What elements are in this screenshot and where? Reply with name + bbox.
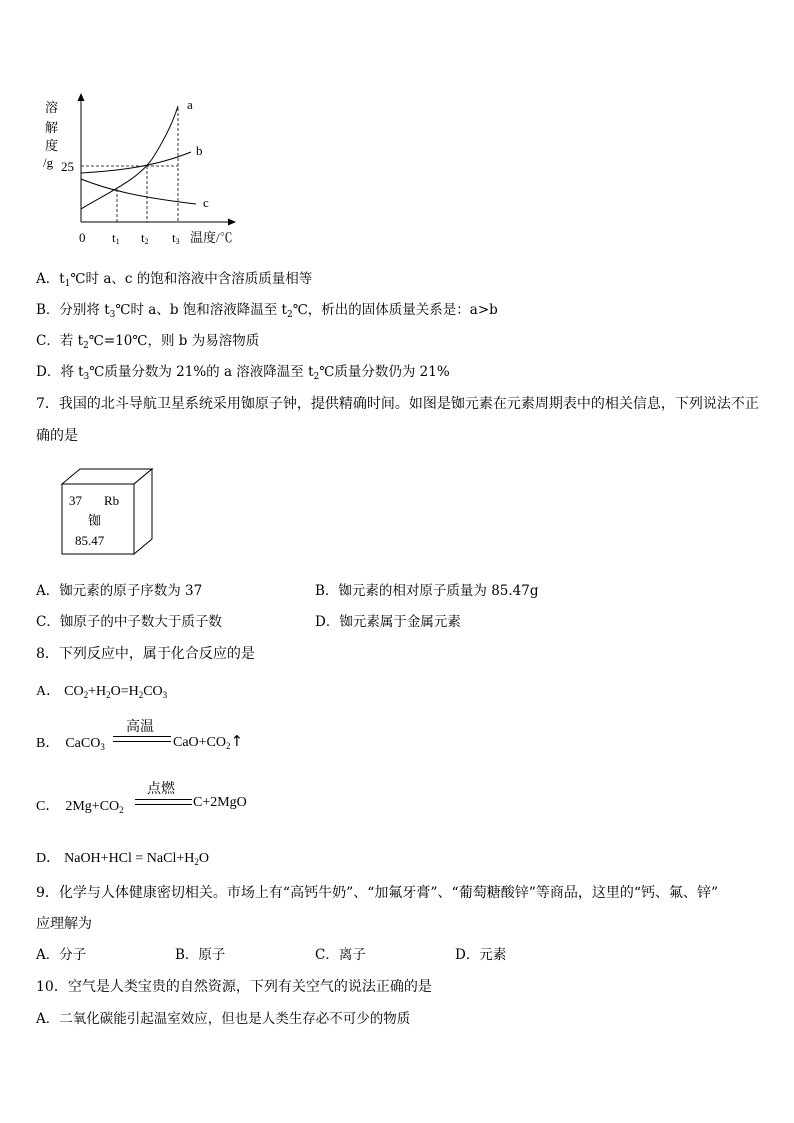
- q8-option-a: A． $CO_2+H_2O=H_2CO_3$: [36, 684, 168, 700]
- q10-stem: 10．空气是人类宝贵的自然资源，下列有关空气的说法正确的是: [36, 979, 432, 995]
- graph-ylabel-2: 解: [45, 120, 59, 135]
- curve-label-b: b: [196, 143, 203, 158]
- element-mass: 85.47: [75, 533, 105, 548]
- curve-label-c: c: [203, 195, 209, 210]
- x-tick-t3: t3: [172, 230, 180, 246]
- q6-option-a: A．$t_1℃$时 a、c 的饱和溶液中含溶质质量相等: [36, 271, 313, 289]
- q8-b-products: $CaO+CO_2↑$: [173, 732, 244, 751]
- solubility-graph: [36, 90, 251, 250]
- y-axis-arrow: [78, 93, 85, 101]
- q7-option-c: C．铷原子的中子数大于质子数: [36, 614, 222, 630]
- cube-side: [134, 469, 152, 554]
- x-axis-label: 温度/℃: [190, 230, 233, 245]
- graph-ylabel-3: 度: [45, 138, 59, 153]
- q8-b-condition: 高温: [126, 719, 154, 735]
- q8-option-c: C． $2Mg+CO_2$: [36, 799, 124, 815]
- q8-option-d: D． NaOH+HCl = $NaCl+H_2O$: [36, 851, 209, 867]
- q9-stem-line1: 9．化学与人体健康密切相关。市场上有“高钙牛奶”、“加氟牙膏”、“葡萄糖酸锌”等商品，这里的“钙、氟、锌”: [36, 885, 719, 901]
- curve-c: [81, 179, 196, 204]
- graph-ylabel-1: 溶: [45, 100, 59, 115]
- q8-c-equal-sign: [135, 799, 192, 805]
- element-cube: [60, 467, 156, 557]
- element-symbol: Rb: [104, 493, 120, 508]
- q9-stem-line2: 应理解为: [36, 916, 92, 932]
- graph-ylabel-4: /g: [43, 155, 54, 170]
- q10-option-a: A．二氧化碳能引起温室效应，但也是人类生存必不可少的物质: [36, 1011, 411, 1027]
- q7-stem-line1: 7．我国的北斗导航卫星系统采用铷原子钟，提供精确时间。如图是铷元素在元素周期表中的相关信息，下列说法不正: [36, 396, 759, 412]
- x-tick-t2: t2: [141, 230, 149, 246]
- x-tick-t1: t1: [112, 230, 120, 246]
- origin-label: 0: [79, 230, 86, 245]
- q8-c-products: C+2MgO: [193, 795, 247, 810]
- q9-option-d: D．元素: [455, 947, 507, 963]
- q8-b-equal-sign: [113, 736, 171, 742]
- q8-c-condition: 点燃: [147, 781, 175, 797]
- q6-option-c: C．若 $t_2℃=10℃$，则 b 为易溶物质: [36, 333, 260, 351]
- curve-label-a: a: [187, 97, 193, 112]
- q9-option-c: C．离子: [315, 947, 366, 963]
- q9-option-a: A．分子: [36, 947, 87, 963]
- q9-option-b: B．原子: [175, 947, 226, 963]
- q7-stem-line2: 确的是: [36, 428, 78, 444]
- q8-stem: 8．下列反应中，属于化合反应的是: [36, 646, 255, 662]
- x-axis-arrow: [228, 219, 236, 226]
- q8-option-b: B． CaCO$_3$: [36, 736, 105, 752]
- q7-option-d: D．铷元素属于金属元素: [315, 614, 461, 630]
- q7-option-b: B．铷元素的相对原子质量为 85.47g: [315, 583, 539, 599]
- y-tick-25: 25: [61, 159, 74, 174]
- element-number: 37: [69, 493, 82, 508]
- q6-option-d: D．将 $t_3℃$质量分数为 21%的 a 溶液降温至 $t_2℃$质量分数仍为 21%: [36, 364, 450, 382]
- q7-option-a: A．铷元素的原子序数为 37: [36, 583, 203, 599]
- curve-b: [81, 152, 191, 173]
- element-name: 铷: [88, 513, 102, 528]
- q6-option-b: B．分别将 $t_3℃$时 a、b 饱和溶液降温至 $t_2℃$，析出的固体质量关系是：a>b: [36, 302, 498, 320]
